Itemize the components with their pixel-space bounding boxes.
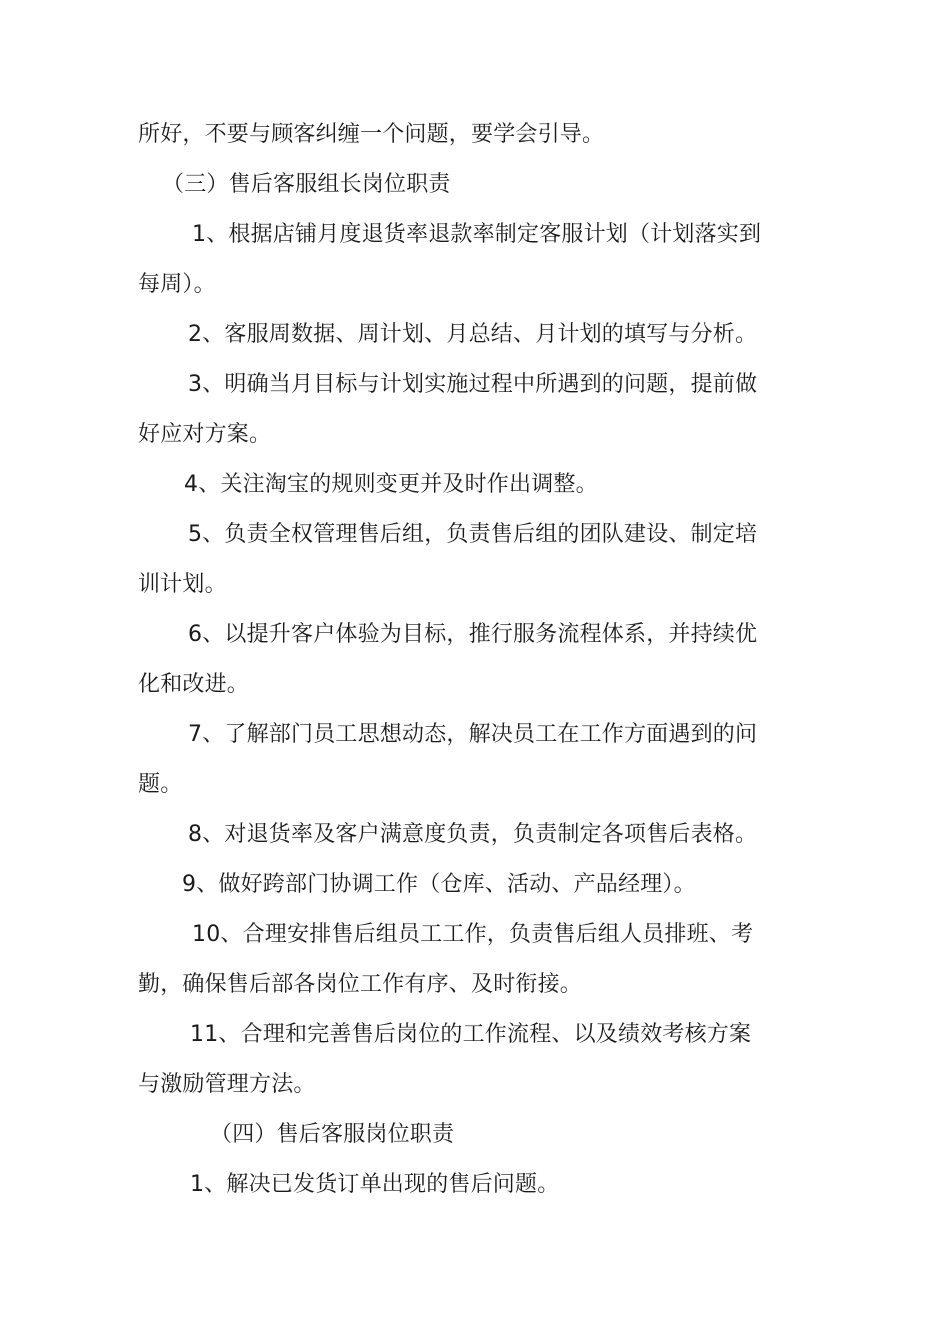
list-item-9: 9、做好跨部门协调工作（仓库、活动、产品经理）。 (182, 872, 696, 897)
list-item-7-continued: 题。 (138, 772, 183, 797)
list-item-3-continued: 好应对方案。 (138, 422, 272, 447)
list-item-11-continued: 与激励管理方法。 (138, 1072, 316, 1097)
list-item-2: 2、客服周数据、周计划、月总结、月计划的填写与分析。 (188, 322, 758, 347)
document-body (138, 110, 828, 1210)
list-item-4: 4、关注淘宝的规则变更并及时作出调整。 (184, 472, 598, 497)
list-item-5-continued: 训计划。 (138, 572, 227, 597)
section-heading-3: （三）售后客服组长岗位职责 (162, 172, 451, 197)
list-item-6-continued: 化和改进。 (138, 672, 250, 697)
list-item-3: 3、明确当月目标与计划实施过程中所遇到的问题，提前做 (188, 372, 758, 397)
list-item-11: 11、合理和完善售后岗位的工作流程、以及绩效考核方案 (190, 1022, 752, 1047)
section-heading-4: （四）售后客服岗位职责 (210, 1122, 455, 1147)
paragraph-line: 所好，不要与顾客纠缠一个问题，要学会引导。 (138, 122, 605, 147)
list-item-10-continued: 勤，确保售后部各岗位工作有序、及时衔接。 (138, 972, 583, 997)
list-item-8: 8、对退货率及客户满意度负责，负责制定各项售后表格。 (188, 822, 758, 847)
list-item-10: 10、合理安排售后组员工工作，负责售后组人员排班、考 (192, 922, 754, 947)
list-item-6: 6、以提升客户体验为目标，推行服务流程体系，并持续优 (188, 622, 758, 647)
list-item-1-continued: 每周）。 (138, 272, 216, 297)
list-item-7: 7、了解部门员工思想动态，解决员工在工作方面遇到的问 (188, 722, 758, 747)
list-item-1: 1、根据店铺月度退货率退款率制定客服计划（计划落实到 (192, 222, 762, 247)
list-item-4-1: 1、解决已发货订单出现的售后问题。 (190, 1172, 560, 1197)
list-item-5: 5、负责全权管理售后组，负责售后组的团队建设、制定培 (188, 522, 758, 547)
